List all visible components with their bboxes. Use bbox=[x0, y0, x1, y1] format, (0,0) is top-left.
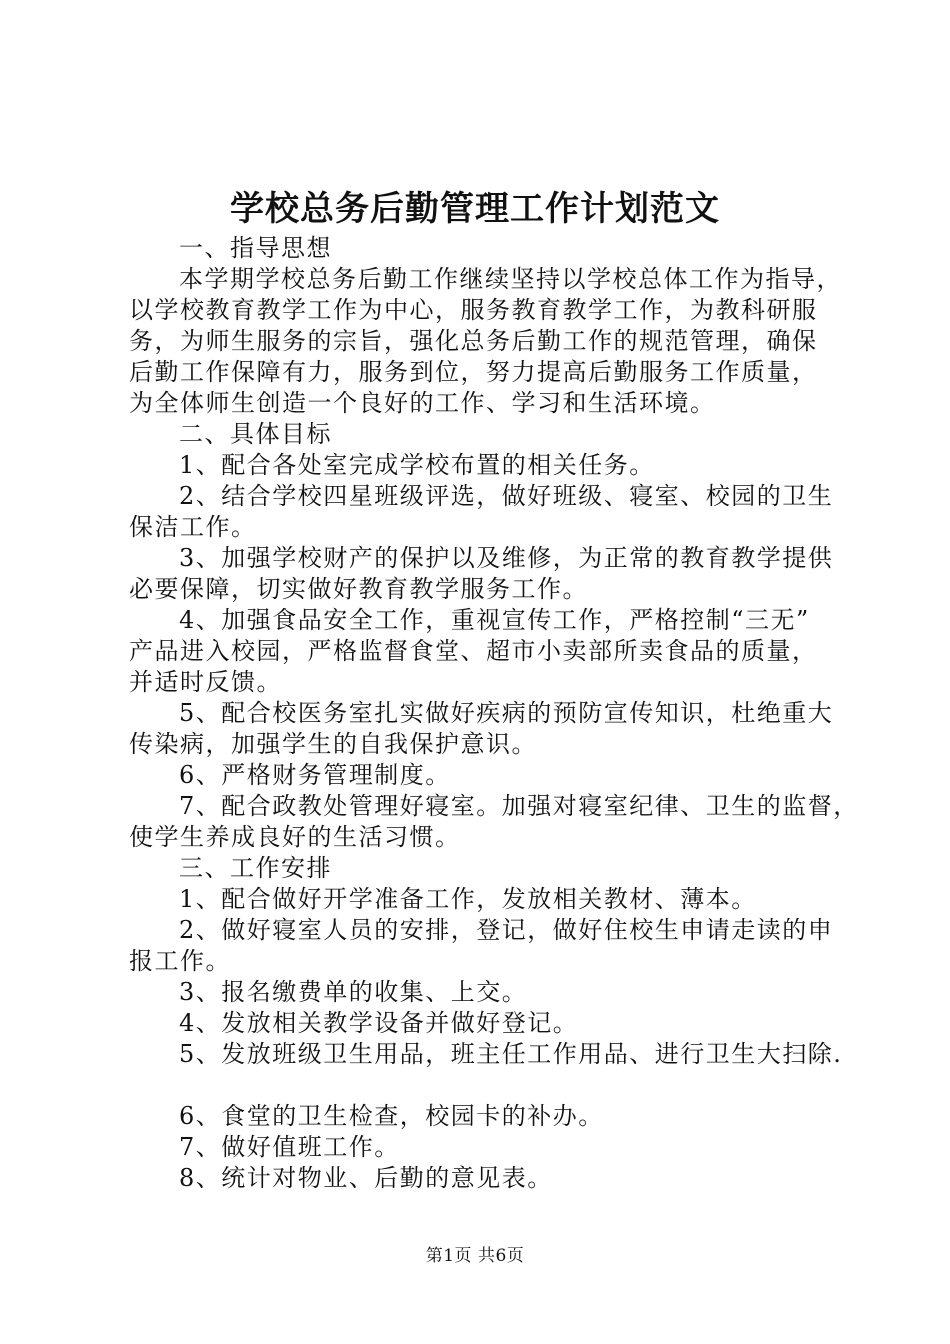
section-heading-specific-goals: 二、具体目标 bbox=[179, 420, 332, 448]
paragraph-line: 本学期学校总务后勤工作继续坚持以学校总体工作为指导， bbox=[179, 265, 842, 293]
paragraph-line: 后勤工作保障有力，服务到位，努力提高后勤服务工作质量， bbox=[129, 358, 818, 386]
goal-item: 7、配合政教处管理好寝室。加强对寝室纪律、卫生的监督， bbox=[179, 792, 859, 820]
goal-item: 5、配合校医务室扎实做好疾病的预防宣传知识，杜绝重大 bbox=[179, 699, 834, 727]
section-heading-guiding-thought: 一、指导思想 bbox=[179, 234, 332, 262]
goal-item: 4、加强食品安全工作，重视宣传工作，严格控制“三无” bbox=[179, 606, 810, 634]
section-heading-work-arrangement: 三、工作安排 bbox=[179, 854, 332, 882]
goal-item-continuation: 产品进入校园，严格监督食堂、超市小卖部所卖食品的质量， bbox=[129, 637, 818, 665]
task-item: 8、统计对物业、后勤的意见表。 bbox=[179, 1164, 553, 1192]
paragraph-line: 以学校教育教学工作为中心，服务教育教学工作，为教科研服 bbox=[129, 296, 818, 324]
document-body bbox=[129, 233, 859, 1194]
goal-item-continuation: 保洁工作。 bbox=[129, 513, 257, 541]
paragraph-line: 务，为师生服务的宗旨，强化总务后勤工作的规范管理，确保 bbox=[129, 327, 818, 355]
goal-item: 2、结合学校四星班级评选，做好班级、寝室、校园的卫生 bbox=[179, 482, 834, 510]
goal-item: 1、配合各处室完成学校布置的相关任务。 bbox=[179, 451, 655, 479]
blank-line bbox=[129, 1070, 834, 1101]
task-item-continuation: 报工作。 bbox=[129, 947, 231, 975]
task-item: 3、报名缴费单的收集、上交。 bbox=[179, 978, 528, 1006]
goal-item-continuation: 必要保障，切实做好教育教学服务工作。 bbox=[129, 575, 588, 603]
task-item: 1、配合做好开学准备工作，发放相关教材、薄本。 bbox=[179, 885, 757, 913]
document-title: 学校总务后勤管理工作计划范文 bbox=[230, 189, 720, 229]
goal-item: 6、严格财务管理制度。 bbox=[179, 761, 451, 789]
goal-item-continuation: 使学生养成良好的生活习惯。 bbox=[129, 823, 461, 851]
task-item: 6、食堂的卫生检查，校园卡的补办。 bbox=[179, 1102, 604, 1130]
task-item: 2、做好寝室人员的安排，登记，做好住校生申请走读的申 bbox=[179, 916, 834, 944]
goal-item: 3、加强学校财产的保护以及维修，为正常的教育教学提供 bbox=[179, 544, 834, 572]
page-footer: 第1页 共6页 bbox=[425, 1246, 525, 1266]
paragraph-line: 为全体师生创造一个良好的工作、学习和生活环境。 bbox=[129, 389, 716, 417]
goal-item-continuation: 传染病，加强学生的自我保护意识。 bbox=[129, 730, 537, 758]
task-item: 5、发放班级卫生用品，班主任工作用品、进行卫生大扫除. bbox=[179, 1040, 843, 1068]
task-item: 4、发放相关教学设备并做好登记。 bbox=[179, 1009, 579, 1037]
goal-item-continuation: 并适时反馈。 bbox=[129, 668, 282, 696]
task-item: 7、做好值班工作。 bbox=[179, 1133, 400, 1161]
